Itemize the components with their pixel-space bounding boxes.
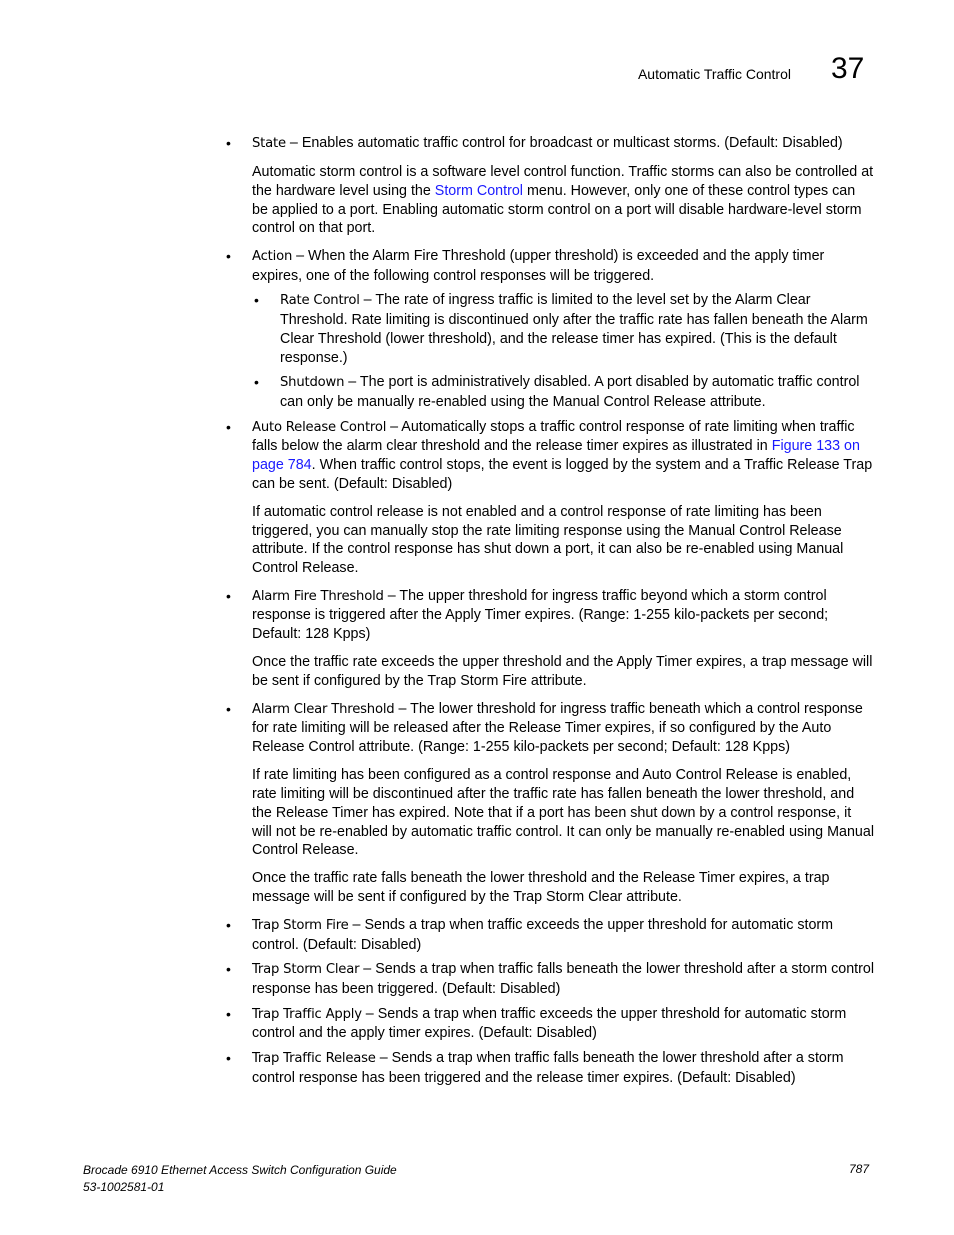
bullet-icon: • xyxy=(254,292,259,309)
bullet-icon: • xyxy=(226,587,231,604)
trap-traffic-release-description: – Sends a trap when traffic falls beneath the lower threshold after a storm control response has been triggered and the release timer expires. (Default: Disabled) xyxy=(252,1050,844,1086)
term-trap-traffic-apply: Trap Traffic Apply xyxy=(252,1006,362,1022)
sub-item-shutdown xyxy=(252,373,874,411)
alarm-fire-description: – The upper threshold for ingress traffic beyond which a storm control response is triggered after the Apply Timer expires. (Range: 1-255 kilo-packets per second; Default: 128 Kpps) xyxy=(252,587,829,643)
term-alarm-fire-threshold: Alarm Fire Threshold xyxy=(252,588,384,604)
bullet-icon: • xyxy=(226,916,231,933)
list-item-state xyxy=(226,134,874,238)
list-item-auto-release-control xyxy=(226,418,874,578)
chapter-number: 37 xyxy=(831,52,865,85)
list-item-trap-storm-clear xyxy=(226,960,874,998)
alarm-clear-trap-note: Once the traffic rate falls beneath the lower threshold and the Release Timer expires, a trap message will be sent if configured by the Trap Storm Clear attribute. xyxy=(252,870,830,906)
term-trap-storm-clear: Trap Storm Clear xyxy=(252,962,360,978)
bullet-icon: • xyxy=(226,418,231,435)
auto-release-note: If automatic control release is not enabled and a control response of rate limiting has been triggered, you can manually stop the rate limiting response using the Manual Control Release attribute. If the control response has shut down a port, it can also be re-enabled using Manual Control Release. xyxy=(252,503,844,577)
bullet-icon: • xyxy=(226,248,231,265)
trap-traffic-apply-description: – Sends a trap when traffic exceeds the upper threshold for automatic storm control and the apply timer expires. (Default: Disabled) xyxy=(252,1005,847,1042)
term-state: State xyxy=(252,136,286,151)
state-description: – Enables automatic traffic control for broadcast or multicast storms. (Default: Disabled) xyxy=(285,135,843,151)
page-number: 787 xyxy=(848,1162,869,1176)
figure-133-link[interactable]: Figure 133 on page 784 xyxy=(252,438,860,474)
bullet-icon: • xyxy=(254,374,259,391)
term-trap-traffic-release: Trap Traffic Release xyxy=(252,1051,376,1067)
bullet-icon: • xyxy=(226,135,231,151)
footer-doc-number: 53-1002581-01 xyxy=(83,1180,165,1194)
bullet-icon: • xyxy=(226,1050,231,1067)
bullet-icon: • xyxy=(226,1005,231,1022)
term-trap-storm-fire: Trap Storm Fire xyxy=(252,917,349,933)
footer xyxy=(83,1162,397,1196)
action-description: – When the Alarm Fire Threshold (upper threshold) is exceeded and the apply timer expires, one of the following control responses will be triggered. xyxy=(252,248,825,284)
term-auto-release-control: Auto Release Control xyxy=(252,419,387,435)
alarm-clear-note: If rate limiting has been configured as a control response and Auto Control Release is enabled, rate limiting will be discontinued after the traffic rate has fallen beneath the lower threshold, and the Release Timer has expired. Note that if a port has been shut down by a control response, it will not be re-enabled by automatic traffic control. It can only be manually re-enabled using Manual Control Release. xyxy=(252,767,874,859)
list-item-trap-traffic-release xyxy=(226,1049,874,1087)
storm-control-link[interactable]: Storm Control xyxy=(434,182,523,199)
auto-release-description-b: . When traffic control stops, the event is logged by the system and a Traffic Release Trap can be sent. (Default: Disabled) xyxy=(252,457,873,492)
rate-control-description: – The rate of ingress traffic is limited to the level set by the Alarm Clear Threshold. Rate limiting is discontinued only after the traffic rate has fallen beneath the Alarm Clear Threshold (lower threshold), and the release timer has expired. (This is the default response.) xyxy=(280,292,868,366)
alarm-clear-description: – The lower threshold for ingress traffic beneath which a control response for rate limiting will be released after the Release Timer expires, if so configured by the Auto Release Control attribute. (Range: 1-255 kilo-packets per second; Default: 128 Kpps) xyxy=(252,700,863,756)
list-item-alarm-clear-threshold xyxy=(226,700,874,907)
term-rate-control: Rate Control xyxy=(280,293,360,309)
sub-item-rate-control xyxy=(252,291,874,367)
list-item-trap-storm-fire xyxy=(226,916,874,954)
bullet-icon: • xyxy=(226,700,231,717)
list-item-trap-traffic-apply xyxy=(226,1005,874,1043)
main-content xyxy=(226,134,874,1087)
bullet-icon: • xyxy=(226,961,231,978)
state-note-b: menu. However, only one of these control types can be applied to a port. Enabling automatic storm control on a port will disable hardware-level storm control on that port. xyxy=(252,182,862,237)
alarm-fire-note: Once the traffic rate exceeds the upper threshold and the Apply Timer expires, a trap message will be sent if configured by the Trap Storm Fire attribute. xyxy=(252,654,873,690)
term-shutdown: Shutdown xyxy=(280,375,345,391)
shutdown-description: – The port is administratively disabled. A port disabled by automatic traffic control can only be manually re-enabled using the Manual Control Release attribute. xyxy=(280,374,860,410)
header-section-title: Automatic Traffic Control xyxy=(637,66,791,82)
state-note-a: Automatic storm control is a software level control function. Traffic storms can also be controlled at the hardware level using the xyxy=(252,164,874,199)
auto-release-description-a: – Automatically stops a traffic control response of rate limiting when traffic falls below the alarm clear threshold and the release timer expires as illustrated in xyxy=(252,418,855,455)
term-alarm-clear-threshold: Alarm Clear Threshold xyxy=(252,701,395,717)
term-action: Action xyxy=(252,249,293,265)
trap-storm-clear-description: – Sends a trap when traffic falls beneath the lower threshold after a storm control response has been triggered. (Default: Disabled) xyxy=(252,961,875,997)
footer-guide-title: Brocade 6910 Ethernet Access Switch Configuration Guide xyxy=(83,1163,397,1177)
list-item-action xyxy=(226,247,874,412)
trap-storm-fire-description: – Sends a trap when traffic exceeds the upper threshold for automatic storm control. (Default: Disabled) xyxy=(252,916,834,953)
list-item-alarm-fire-threshold xyxy=(226,587,874,691)
